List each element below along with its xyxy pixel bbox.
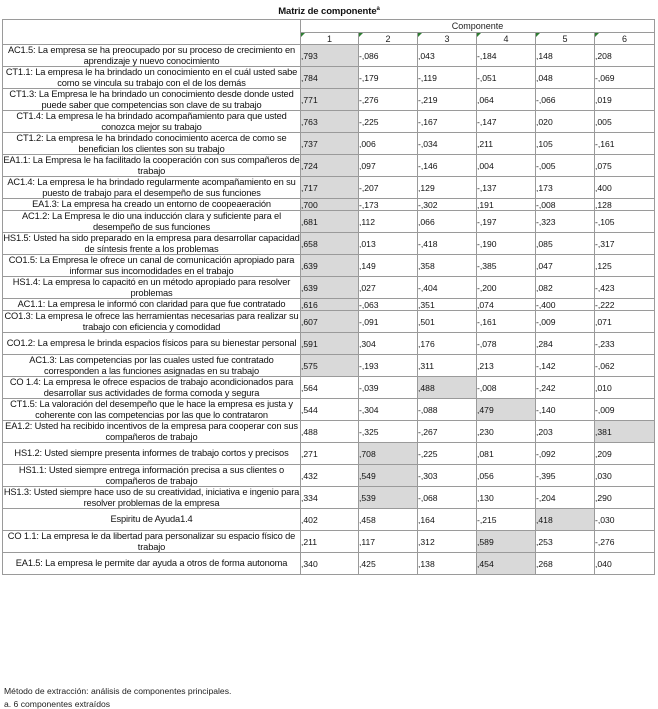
loading-cell: -,267 [418, 421, 477, 443]
loading-cell: ,117 [359, 531, 418, 553]
loading-cell: -,078 [477, 333, 536, 355]
loading-cell: ,030 [595, 465, 655, 487]
loading-cell: -,005 [536, 155, 595, 177]
cell-flag-marker [536, 33, 540, 37]
loading-cell: ,488 [301, 421, 359, 443]
row-label: AC1.1: La empresa le informó con claridad para que fue contratado [3, 299, 301, 311]
table-row [3, 333, 655, 355]
loading-cell: ,013 [359, 233, 418, 255]
loading-cell: ,425 [359, 553, 418, 575]
loading-cell: ,112 [359, 211, 418, 233]
loading-cell: -,317 [595, 233, 655, 255]
loading-cell: -,066 [536, 89, 595, 111]
loading-cell: -,088 [418, 399, 477, 421]
row-label: CT1.5: La valoración del desempeño que le hace la empresa es justa y coherente con las competencias por las que lo contrataron [3, 399, 301, 421]
loading-cell: ,334 [301, 487, 359, 509]
loading-cell: -,190 [477, 233, 536, 255]
loading-cell: -,008 [477, 377, 536, 399]
table-row [3, 421, 655, 443]
loading-cell: ,203 [536, 421, 595, 443]
loading-cell: -,242 [536, 377, 595, 399]
loading-cell: ,544 [301, 399, 359, 421]
cell-flag-marker [595, 33, 599, 37]
loading-cell: ,130 [477, 487, 536, 509]
loading-cell: -,091 [359, 311, 418, 333]
loading-cell: -,200 [477, 277, 536, 299]
loading-cell: -,030 [595, 509, 655, 531]
table-row [3, 299, 655, 311]
cell-flag-marker [418, 33, 422, 37]
loading-cell: ,081 [477, 443, 536, 465]
loading-cell: ,027 [359, 277, 418, 299]
loading-cell: ,075 [595, 155, 655, 177]
table-row [3, 155, 655, 177]
table-row [3, 509, 655, 531]
loading-cell: ,005 [595, 111, 655, 133]
row-label: HS1.4: La empresa lo capacitó en un método apropiado para resolver problemas [3, 277, 301, 299]
loading-cell: -,184 [477, 45, 536, 67]
loading-cell: -,304 [359, 399, 418, 421]
loading-cell: ,211 [301, 531, 359, 553]
loading-cell: ,351 [418, 299, 477, 311]
loading-cell: ,575 [301, 355, 359, 377]
row-label: CT1.1: La empresa le ha brindado un conocimiento en el cuál usted sabe como se vincula su trabajo con el de los demás [3, 67, 301, 89]
table-row [3, 443, 655, 465]
table-row [3, 311, 655, 333]
loading-cell: ,010 [595, 377, 655, 399]
loading-cell: ,708 [359, 443, 418, 465]
extraction-method-note: Método de extracción: análisis de componentes principales. [4, 686, 232, 696]
loading-cell: -,207 [359, 177, 418, 199]
table-row [3, 45, 655, 67]
loading-cell: ,717 [301, 177, 359, 199]
loading-cell: ,616 [301, 299, 359, 311]
loading-cell: -,009 [536, 311, 595, 333]
cell-flag-marker [477, 33, 481, 37]
corner-header [3, 20, 301, 45]
column-header-3: 3 [418, 33, 477, 45]
loading-cell: ,418 [536, 509, 595, 531]
loading-cell: -,034 [418, 133, 477, 155]
column-header-2: 2 [359, 33, 418, 45]
loading-cell: -,423 [595, 277, 655, 299]
loading-cell: ,138 [418, 553, 477, 575]
loading-cell: -,105 [595, 211, 655, 233]
cell-flag-marker [359, 33, 363, 37]
table-row [3, 199, 655, 211]
loading-cell: ,191 [477, 199, 536, 211]
loading-cell: ,607 [301, 311, 359, 333]
row-label: EA1.1: La Empresa le ha facilitado la cooperación con sus compañeros de trabajo [3, 155, 300, 176]
loading-cell: -,161 [595, 133, 655, 155]
loading-cell: -,225 [359, 111, 418, 133]
loading-cell: ,400 [595, 177, 655, 199]
loading-cell: ,304 [359, 333, 418, 355]
loading-cell: -,092 [536, 443, 595, 465]
loading-cell: -,225 [418, 443, 477, 465]
loading-cell: ,071 [595, 311, 655, 333]
loading-cell: -,395 [536, 465, 595, 487]
loading-cell: -,140 [536, 399, 595, 421]
column-header-4: 4 [477, 33, 536, 45]
table-row [3, 277, 655, 299]
loading-cell: ,148 [536, 45, 595, 67]
loading-cell: -,193 [359, 355, 418, 377]
loading-cell: ,458 [359, 509, 418, 531]
loading-cell: -,051 [477, 67, 536, 89]
loading-cell: -,146 [418, 155, 477, 177]
loading-cell: -,204 [536, 487, 595, 509]
loading-cell: ,125 [595, 255, 655, 277]
column-header-6: 6 [595, 33, 655, 45]
loading-cell: -,179 [359, 67, 418, 89]
loading-cell: ,771 [301, 89, 359, 111]
loading-cell: ,213 [477, 355, 536, 377]
loading-cell: ,737 [301, 133, 359, 155]
loading-cell: ,724 [301, 155, 359, 177]
row-label: AC1.2: La Empresa le dio una inducción clara y suficiente para el desempeño de sus funciones [3, 211, 301, 233]
loading-cell: ,381 [595, 421, 655, 443]
loading-cell: -,385 [477, 255, 536, 277]
loading-cell: ,064 [477, 89, 536, 111]
cell-flag-marker [301, 33, 305, 37]
loading-cell: ,004 [477, 155, 536, 177]
row-label: HS1.2: Usted siempre presenta informes de trabajo cortos y precisos [3, 443, 301, 465]
loading-cell: ,311 [418, 355, 477, 377]
loading-cell: -,233 [595, 333, 655, 355]
table-row [3, 233, 655, 255]
loading-cell: -,400 [536, 299, 595, 311]
loading-cell: ,043 [418, 45, 477, 67]
loading-cell: -,219 [418, 89, 477, 111]
table-row [3, 531, 655, 553]
loading-cell: ,020 [536, 111, 595, 133]
loading-cell: ,700 [301, 199, 359, 211]
loading-cell: -,142 [536, 355, 595, 377]
loading-cell: ,639 [301, 255, 359, 277]
loading-cell: -,215 [477, 509, 536, 531]
column-header-1: 1 [301, 33, 359, 45]
loading-cell: -,008 [536, 199, 595, 211]
table-row [3, 111, 655, 133]
loading-cell: -,039 [359, 377, 418, 399]
loading-cell: ,048 [536, 67, 595, 89]
row-label: Espiritu de Ayuda1.4 [3, 509, 301, 531]
table-row [3, 67, 655, 89]
loading-cell: ,268 [536, 553, 595, 575]
loading-cell: ,763 [301, 111, 359, 133]
loading-cell: ,290 [595, 487, 655, 509]
loading-cell: ,211 [477, 133, 536, 155]
row-label: CT1.3: La Empresa le ha brindado un conocimiento desde donde usted puede saber que competencias son clave de su trabajo [3, 89, 301, 111]
row-label: CT1.2: La empresa le ha brindado conocimiento acerca de como se benefician los clientes son su trabajo [3, 133, 301, 155]
loading-cell: ,454 [477, 553, 536, 575]
loading-cell: ,149 [359, 255, 418, 277]
loading-cell: -,119 [418, 67, 477, 89]
loading-cell: -,062 [595, 355, 655, 377]
row-label: EA1.5: La empresa le permite dar ayuda a otros de forma autonoma [3, 553, 301, 575]
row-label: HS1.1: Usted siempre entrega información precisa a sus clientes o compañeros de trabajo [3, 465, 301, 487]
loading-cell: -,086 [359, 45, 418, 67]
loading-cell: ,432 [301, 465, 359, 487]
row-label: CO 1.4: La empresa le ofrece espacios de trabajo acondicionados para desarrollar sus actividades de forma comoda y segura [3, 377, 301, 399]
loading-cell: ,479 [477, 399, 536, 421]
loading-cell: ,173 [536, 177, 595, 199]
row-label: CO1.3: La empresa le ofrece las herramientas necesarias para realizar su trabajo con eficiencia y comodidad [4, 311, 299, 332]
component-group-header: Componente [301, 20, 655, 33]
row-label: HS1.3: Usted siempre hace uso de su creatividad, iniciativa e ingenio para resolver problemas de la empresa [3, 487, 300, 508]
loading-cell: ,129 [418, 177, 477, 199]
row-label: CO1.5: La Empresa le ofrece un canal de comunicación apropiado para informar sus incomodidades en el trabajo [3, 255, 301, 277]
loading-cell: ,006 [359, 133, 418, 155]
loading-cell: ,040 [595, 553, 655, 575]
loading-cell: ,019 [595, 89, 655, 111]
loading-cell: ,589 [477, 531, 536, 553]
loading-cell: -,161 [477, 311, 536, 333]
loading-cell: -,222 [595, 299, 655, 311]
loading-cell: -,068 [418, 487, 477, 509]
loading-cell: ,501 [418, 311, 477, 333]
table-row [3, 399, 655, 421]
components-extracted-note: a. 6 componentes extraídos [4, 699, 111, 709]
loading-cell: -,173 [359, 199, 418, 211]
loading-cell: ,358 [418, 255, 477, 277]
column-header-5: 5 [536, 33, 595, 45]
loading-cell: -,137 [477, 177, 536, 199]
loading-cell: ,253 [536, 531, 595, 553]
loading-cell: ,793 [301, 45, 359, 67]
loading-cell: -,303 [418, 465, 477, 487]
loading-cell: -,325 [359, 421, 418, 443]
loading-cell: ,488 [418, 377, 477, 399]
loading-cell: ,340 [301, 553, 359, 575]
row-label: AC1.5: La empresa se ha preocupado por su proceso de crecimiento en aprendizaje y nuevo conocimiento [3, 45, 301, 67]
loading-cell: ,056 [477, 465, 536, 487]
table-row [3, 355, 655, 377]
loading-cell: -,302 [418, 199, 477, 211]
loading-cell: ,284 [536, 333, 595, 355]
row-label: AC1.3: Las competencias por las cuales usted fue contratado corresponden a las funciones asignadas en su trabajo [3, 355, 301, 377]
loading-cell: -,009 [595, 399, 655, 421]
loading-cell: ,047 [536, 255, 595, 277]
table-row [3, 377, 655, 399]
loading-cell: ,658 [301, 233, 359, 255]
table-row [3, 89, 655, 111]
loading-cell: ,230 [477, 421, 536, 443]
loading-cell: ,074 [477, 299, 536, 311]
loading-cell: ,085 [536, 233, 595, 255]
loading-cell: ,639 [301, 277, 359, 299]
table-row [3, 133, 655, 155]
loading-cell: ,128 [595, 199, 655, 211]
row-label: CT1.4: La empresa le ha brindado acompañamiento para que usted conozca mejor su trabajo [3, 111, 301, 133]
loading-cell: ,402 [301, 509, 359, 531]
loading-cell: -,418 [418, 233, 477, 255]
loading-cell: -,323 [536, 211, 595, 233]
loading-cell: -,147 [477, 111, 536, 133]
loading-cell: -,276 [359, 89, 418, 111]
loading-cell: ,539 [359, 487, 418, 509]
row-label: CO1.2: La empresa le brinda espacios físicos para su bienestar personal [3, 333, 301, 355]
loading-cell: ,066 [418, 211, 477, 233]
loading-cell: ,208 [595, 45, 655, 67]
loading-cell: ,105 [536, 133, 595, 155]
row-label: AC1.4: La empresa le ha brindado regularmente acompañamiento en su puesto de trabajo para el desempeño de sus funciones [3, 177, 301, 199]
loading-cell: ,591 [301, 333, 359, 355]
loading-cell: ,564 [301, 377, 359, 399]
loading-cell: ,271 [301, 443, 359, 465]
component-matrix-table [2, 19, 655, 575]
loading-cell: ,549 [359, 465, 418, 487]
loading-cell: ,082 [536, 277, 595, 299]
loading-cell: ,784 [301, 67, 359, 89]
loading-cell: ,681 [301, 211, 359, 233]
loading-cell: ,164 [418, 509, 477, 531]
loading-cell: -,276 [595, 531, 655, 553]
loading-cell: ,097 [359, 155, 418, 177]
loading-cell: ,176 [418, 333, 477, 355]
row-label: CO 1.1: La empresa le da libertad para personalizar su espacio físico de trabajo [3, 531, 301, 553]
table-title: Matriz de componente$^a$ [278, 6, 380, 18]
row-label: EA1.3: La empresa ha creado un entorno de coopeaeración [3, 199, 301, 211]
row-label: HS1.5: Usted ha sido preparado en la empresa para desarrollar capacidad de síntesis frente a los problemas [3, 233, 300, 254]
loading-cell: -,069 [595, 67, 655, 89]
loading-cell: -,167 [418, 111, 477, 133]
loading-cell: ,312 [418, 531, 477, 553]
table-row [3, 211, 655, 233]
row-label: EA1.2: Usted ha recibido incentivos de la empresa para cooperar con sus compañeros de trabajo [3, 421, 301, 443]
loading-cell: -,197 [477, 211, 536, 233]
table-row [3, 487, 655, 509]
loading-cell: -,063 [359, 299, 418, 311]
loading-cell: -,404 [418, 277, 477, 299]
loading-cell: ,209 [595, 443, 655, 465]
table-row [3, 465, 655, 487]
table-row [3, 255, 655, 277]
table-row [3, 177, 655, 199]
table-row [3, 553, 655, 575]
